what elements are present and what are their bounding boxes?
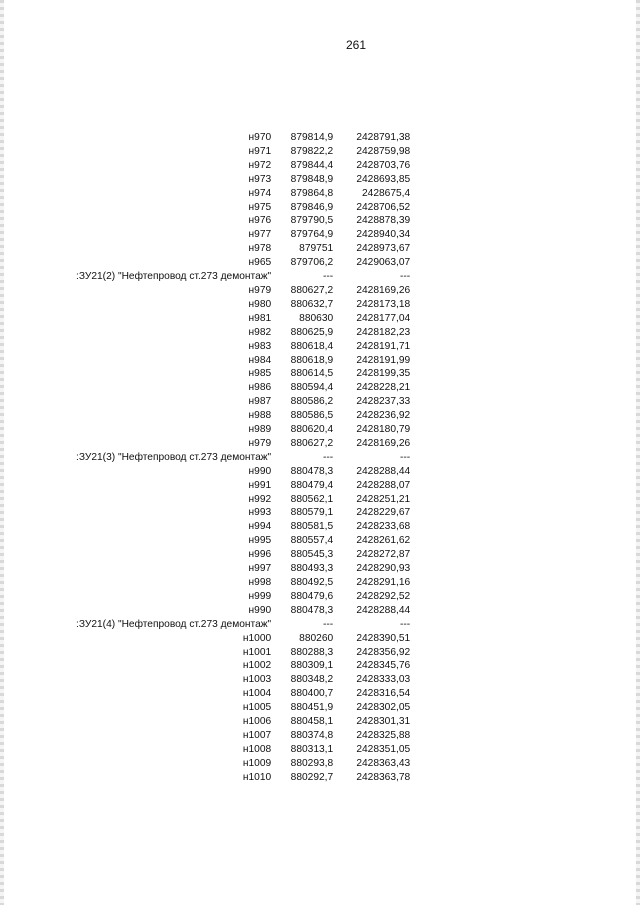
coord-x: 880400,7 — [290, 688, 334, 700]
coord-y: 2428759,98 — [356, 145, 411, 157]
point-id: н979 — [248, 437, 272, 449]
table-row — [76, 298, 410, 312]
point-id: н971 — [248, 145, 272, 157]
coord-x: 880288,3 — [290, 646, 334, 658]
point-id: н981 — [248, 312, 272, 324]
coord-x: 880557,4 — [290, 535, 334, 547]
coord-y: 2428292,52 — [356, 590, 411, 602]
table-row — [76, 409, 410, 423]
coord-y: 2428973,67 — [356, 243, 411, 255]
table-row — [76, 423, 410, 437]
table-row — [76, 632, 410, 646]
table-row — [76, 506, 410, 520]
section-label: :ЗУ21(3) "Нефтепровод ст.273 демонтаж" — [76, 451, 272, 463]
coord-y: 2428237,33 — [356, 396, 411, 408]
coord-y: 2428878,39 — [356, 215, 411, 227]
point-id: н990 — [248, 465, 272, 477]
coord-x: 879848,9 — [290, 173, 334, 185]
table-row — [76, 326, 410, 340]
coord-x: 880625,9 — [290, 326, 334, 338]
table-row — [76, 757, 410, 771]
table-row — [76, 729, 410, 743]
point-id: н1002 — [242, 660, 272, 672]
coord-x: 880586,2 — [290, 396, 334, 408]
coord-y: 2428169,26 — [356, 284, 411, 296]
table-row — [76, 743, 410, 757]
coord-y: 2428693,85 — [356, 173, 411, 185]
table-row — [76, 340, 410, 354]
coord-y: 2428182,23 — [356, 326, 411, 338]
coord-x: 880313,1 — [290, 743, 334, 755]
point-id: н978 — [248, 243, 272, 255]
point-id: н993 — [248, 507, 272, 519]
coord-x: --- — [322, 271, 334, 283]
coord-x: 880627,2 — [290, 284, 334, 296]
table-row — [76, 673, 410, 687]
point-id: н974 — [248, 187, 272, 199]
coord-x: 880293,8 — [290, 757, 334, 769]
coord-y: 2428288,44 — [356, 604, 411, 616]
coord-x: 879846,9 — [290, 201, 334, 213]
table-row — [76, 159, 410, 173]
coord-x: 880618,9 — [290, 354, 334, 366]
point-id: н983 — [248, 340, 272, 352]
coord-y: 2428302,05 — [356, 702, 411, 714]
table-row — [76, 312, 410, 326]
coord-y: 2428390,51 — [356, 632, 411, 644]
coord-x: 880260 — [299, 632, 334, 644]
coord-y: --- — [399, 451, 411, 463]
point-id: н979 — [248, 284, 272, 296]
point-id: н1009 — [242, 757, 272, 769]
point-id: н1003 — [242, 674, 272, 686]
coordinates-table — [76, 131, 410, 785]
coord-x: 880581,5 — [290, 521, 334, 533]
point-id: н982 — [248, 326, 272, 338]
coord-x: 880479,6 — [290, 590, 334, 602]
table-row — [76, 131, 410, 145]
point-id: н989 — [248, 424, 272, 436]
coord-x: 880620,4 — [290, 424, 334, 436]
point-id: н985 — [248, 368, 272, 380]
point-id: н988 — [248, 410, 272, 422]
table-row — [76, 145, 410, 159]
coord-y: 2428272,87 — [356, 549, 411, 561]
coord-y: 2428333,03 — [356, 674, 411, 686]
point-id: н980 — [248, 298, 272, 310]
table-row — [76, 256, 410, 270]
table-row — [76, 715, 410, 729]
table-row — [76, 465, 410, 479]
section-row — [76, 270, 410, 284]
coord-y: 2428233,68 — [356, 521, 411, 533]
table-row — [76, 771, 410, 785]
point-id: н990 — [248, 604, 272, 616]
coord-x: 880594,4 — [290, 382, 334, 394]
coord-y: 2428791,38 — [356, 132, 411, 143]
table-row — [76, 479, 410, 493]
coord-x: 879790,5 — [290, 215, 334, 227]
point-id: н999 — [248, 590, 272, 602]
section-label: :ЗУ21(4) "Нефтепровод ст.273 демонтаж" — [76, 618, 272, 630]
coord-y: 2428316,54 — [356, 688, 411, 700]
point-id: н977 — [248, 229, 272, 241]
section-row — [76, 451, 410, 465]
coord-y: 2428173,18 — [356, 298, 411, 310]
point-id: н975 — [248, 201, 272, 213]
coord-x: 880451,9 — [290, 702, 334, 714]
point-id: н976 — [248, 215, 272, 227]
coord-x: 879822,2 — [290, 145, 334, 157]
table-row — [76, 187, 410, 201]
coord-x: 880630 — [299, 312, 334, 324]
coord-y: 2428351,05 — [356, 743, 411, 755]
coord-x: 879864,8 — [290, 187, 334, 199]
table-row — [76, 562, 410, 576]
coord-y: 2428345,76 — [356, 660, 411, 672]
coord-x: 879814,9 — [290, 132, 334, 143]
point-id: н1006 — [242, 716, 272, 728]
table-row — [76, 173, 410, 187]
point-id: н972 — [248, 159, 272, 171]
coordinates-table-body — [76, 131, 410, 785]
coord-x: 880545,3 — [290, 549, 334, 561]
table-row — [76, 590, 410, 604]
coord-x: 880478,3 — [290, 465, 334, 477]
table-row — [76, 228, 410, 242]
point-id: н991 — [248, 479, 272, 491]
table-row — [76, 381, 410, 395]
coord-y: 2428363,43 — [356, 757, 411, 769]
coord-x: 880627,2 — [290, 437, 334, 449]
coord-y: 2428325,88 — [356, 729, 411, 741]
coord-x: 880479,4 — [290, 479, 334, 491]
coord-x: 880292,7 — [290, 771, 334, 783]
point-id: н1005 — [242, 702, 272, 714]
coord-x: 880492,5 — [290, 577, 334, 588]
point-id: н995 — [248, 535, 272, 547]
scan-edge-right — [636, 0, 640, 905]
table-row — [76, 646, 410, 660]
coord-x: 880309,1 — [290, 660, 334, 672]
coord-x: 880478,3 — [290, 604, 334, 616]
table-row — [76, 437, 410, 451]
coord-x: 880348,2 — [290, 674, 334, 686]
coord-x: 880632,7 — [290, 298, 334, 310]
coord-y: 2428291,16 — [356, 577, 411, 588]
table-row — [76, 284, 410, 298]
table-row — [76, 242, 410, 256]
coord-x: 879706,2 — [290, 257, 334, 269]
coord-x: --- — [322, 451, 334, 463]
point-id: н1007 — [242, 729, 272, 741]
table-row — [76, 548, 410, 562]
coord-y: 2428675,4 — [362, 187, 411, 199]
coord-y: --- — [399, 618, 411, 630]
coord-y: 2428180,79 — [356, 424, 411, 436]
coord-x: 879844,4 — [290, 159, 334, 171]
table-row — [76, 604, 410, 618]
coord-y: 2428251,21 — [356, 493, 411, 505]
coord-y: 2428288,07 — [356, 479, 411, 491]
scan-edge-left — [0, 0, 4, 905]
coord-x: 879751 — [299, 243, 334, 255]
coord-y: 2428229,67 — [356, 507, 411, 519]
coord-y: 2428356,92 — [356, 646, 411, 658]
coord-x: 880579,1 — [290, 507, 334, 519]
section-label: :ЗУ21(2) "Нефтепровод ст.273 демонтаж" — [76, 271, 272, 283]
table-row — [76, 354, 410, 368]
table-row — [76, 201, 410, 215]
coord-y: 2428191,71 — [356, 340, 411, 352]
point-id: н998 — [248, 577, 272, 588]
table-row — [76, 395, 410, 409]
table-row — [76, 493, 410, 507]
coord-y: 2428169,26 — [356, 437, 411, 449]
page-number: 261 — [345, 38, 367, 52]
coord-y: 2428228,21 — [356, 382, 411, 394]
coord-y: 2428191,99 — [356, 354, 411, 366]
point-id: н984 — [248, 354, 272, 366]
coord-x: 880374,8 — [290, 729, 334, 741]
table-row — [76, 367, 410, 381]
coord-y: 2428199,35 — [356, 368, 411, 380]
coord-x: 880614,5 — [290, 368, 334, 380]
coord-y: 2428290,93 — [356, 563, 411, 575]
coord-y: 2428940,34 — [356, 229, 411, 241]
table-row — [76, 701, 410, 715]
point-id: н986 — [248, 382, 272, 394]
coord-x: --- — [322, 618, 334, 630]
point-id: н997 — [248, 563, 272, 575]
section-row — [76, 618, 410, 632]
point-id: н1001 — [242, 646, 272, 658]
table-row — [76, 659, 410, 673]
table-row — [76, 214, 410, 228]
point-id: н994 — [248, 521, 272, 533]
point-id: н987 — [248, 396, 272, 408]
coord-y: 2428706,52 — [356, 201, 411, 213]
coord-y: 2429063,07 — [356, 257, 411, 269]
table-row — [76, 687, 410, 701]
coord-x: 880458,1 — [290, 716, 334, 728]
coord-x: 879764,9 — [290, 229, 334, 241]
point-id: н1010 — [242, 771, 272, 783]
coord-y: 2428177,04 — [356, 312, 411, 324]
point-id: н1000 — [242, 632, 272, 644]
point-id: н1004 — [242, 688, 272, 700]
table-row — [76, 576, 410, 590]
point-id: н965 — [248, 257, 272, 269]
coord-y: 2428261,62 — [356, 535, 411, 547]
point-id: н992 — [248, 493, 272, 505]
point-id: н973 — [248, 173, 272, 185]
point-id: н996 — [248, 549, 272, 561]
table-row — [76, 534, 410, 548]
coord-y: 2428288,44 — [356, 465, 411, 477]
coord-x: 880493,3 — [290, 563, 334, 575]
coord-y: 2428301,31 — [356, 716, 411, 728]
coord-x: 880586,5 — [290, 410, 334, 422]
point-id: н970 — [248, 132, 272, 143]
coord-x: 880562,1 — [290, 493, 334, 505]
point-id: н1008 — [242, 743, 272, 755]
coord-y: --- — [399, 271, 411, 283]
coord-y: 2428703,76 — [356, 159, 411, 171]
coord-x: 880618,4 — [290, 340, 334, 352]
coord-y: 2428363,78 — [356, 771, 411, 783]
coord-y: 2428236,92 — [356, 410, 411, 422]
table-row — [76, 520, 410, 534]
